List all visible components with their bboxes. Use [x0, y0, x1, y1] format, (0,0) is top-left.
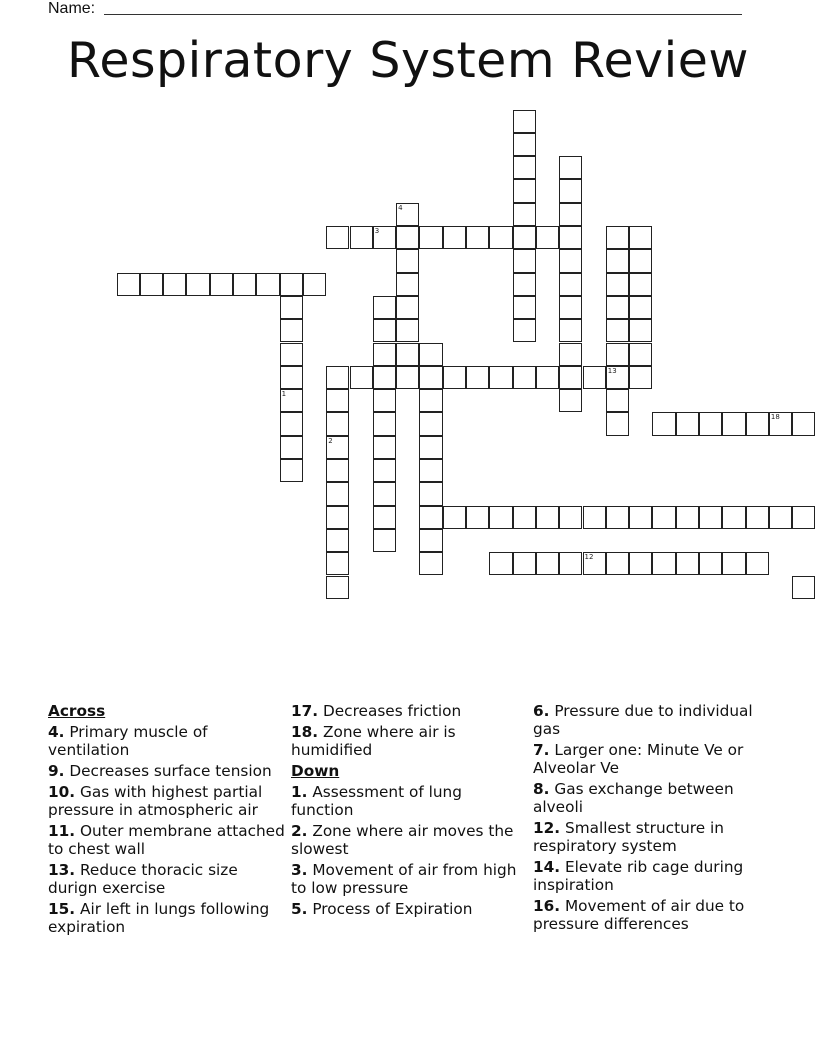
grid-cell[interactable]	[373, 506, 396, 529]
grid-cell[interactable]	[419, 482, 442, 505]
grid-cell[interactable]	[373, 459, 396, 482]
grid-cell[interactable]	[489, 552, 512, 575]
grid-cell[interactable]	[606, 343, 629, 366]
clue-across-10: 10. Gas with highest partial pressure in atmospheric air	[48, 783, 263, 819]
grid-cell[interactable]	[513, 179, 536, 202]
clue-across-4: 4. Primary muscle of ventilation	[48, 723, 208, 759]
clues-column-2	[291, 702, 529, 921]
grid-cell[interactable]	[559, 273, 582, 296]
grid-cell[interactable]	[606, 273, 629, 296]
grid-cell[interactable]	[419, 436, 442, 459]
grid-cell[interactable]	[676, 506, 699, 529]
clue-down-5: 5. Process of Expiration	[291, 900, 473, 918]
grid-cell[interactable]	[396, 319, 419, 342]
grid-cell[interactable]	[769, 412, 792, 435]
clue-down-2: 2. Zone where air moves the slowest	[291, 822, 514, 858]
grid-cell[interactable]	[559, 179, 582, 202]
grid-cell[interactable]	[559, 203, 582, 226]
grid-cell[interactable]	[326, 459, 349, 482]
grid-cell[interactable]	[513, 319, 536, 342]
grid-cell[interactable]	[280, 273, 303, 296]
grid-cell[interactable]	[396, 203, 419, 226]
grid-cell[interactable]	[489, 366, 512, 389]
grid-cell[interactable]	[280, 389, 303, 412]
grid-cell[interactable]	[536, 366, 559, 389]
grid-cell[interactable]	[373, 412, 396, 435]
clues-column-3	[533, 702, 771, 936]
grid-cell[interactable]	[792, 576, 815, 599]
grid-cell[interactable]	[326, 482, 349, 505]
grid-cell[interactable]	[373, 389, 396, 412]
grid-cell[interactable]	[326, 366, 349, 389]
across-heading: Across	[48, 702, 106, 720]
grid-cell[interactable]	[163, 273, 186, 296]
clue-across-13: 13. Reduce thoracic size durign exercise	[48, 861, 238, 897]
grid-cell[interactable]	[466, 366, 489, 389]
grid-cell[interactable]	[443, 506, 466, 529]
clue-down-16: 16. Movement of air due to pressure differences	[533, 897, 745, 933]
grid-cell[interactable]	[722, 412, 745, 435]
grid-cell[interactable]	[606, 319, 629, 342]
grid-cell[interactable]	[629, 273, 652, 296]
grid-cell[interactable]	[326, 529, 349, 552]
grid-cell[interactable]	[583, 366, 606, 389]
grid-cell[interactable]	[559, 249, 582, 272]
grid-cell[interactable]	[513, 226, 536, 249]
clue-down-12: 12. Smallest structure in respiratory system	[533, 819, 724, 855]
grid-cell[interactable]	[606, 226, 629, 249]
grid-cell[interactable]	[373, 343, 396, 366]
grid-cell[interactable]	[746, 552, 769, 575]
clue-number: 1	[281, 390, 287, 399]
grid-cell[interactable]	[373, 436, 396, 459]
grid-cell[interactable]	[513, 133, 536, 156]
grid-cell[interactable]	[629, 249, 652, 272]
clue-down-3: 3. Movement of air from high to low pressure	[291, 861, 517, 897]
grid-cell[interactable]	[606, 296, 629, 319]
grid-cell[interactable]	[419, 389, 442, 412]
grid-cell[interactable]	[466, 226, 489, 249]
clue-across-9: 9. Decreases surface tension	[48, 762, 272, 780]
clue-down-6: 6. Pressure due to individual gas	[533, 702, 753, 738]
grid-cell[interactable]	[513, 110, 536, 133]
grid-cell[interactable]	[513, 366, 536, 389]
grid-cell[interactable]	[326, 436, 349, 459]
grid-cell[interactable]	[606, 506, 629, 529]
grid-cell[interactable]	[326, 389, 349, 412]
grid-cell[interactable]	[489, 506, 512, 529]
grid-cell[interactable]	[256, 273, 279, 296]
grid-cell[interactable]	[419, 506, 442, 529]
grid-cell[interactable]	[419, 459, 442, 482]
grid-cell[interactable]	[210, 273, 233, 296]
grid-cell[interactable]	[559, 226, 582, 249]
grid-cell[interactable]	[606, 412, 629, 435]
grid-cell[interactable]	[419, 552, 442, 575]
clue-number: 2	[328, 436, 333, 445]
grid-cell[interactable]	[513, 249, 536, 272]
clue-across-15: 15. Air left in lungs following expiration	[48, 900, 270, 936]
page-title: Respiratory System Review	[67, 32, 749, 89]
grid-cell[interactable]	[489, 226, 512, 249]
grid-cell[interactable]	[280, 296, 303, 319]
grid-cell[interactable]	[536, 552, 559, 575]
grid-cell[interactable]	[140, 273, 163, 296]
clue-down-14: 14. Elevate rib cage during inspiration	[533, 858, 744, 894]
grid-cell[interactable]	[396, 296, 419, 319]
clue-across-17: 17. Decreases friction	[291, 702, 462, 720]
grid-cell[interactable]	[373, 226, 396, 249]
clue-number: 4	[398, 203, 403, 212]
grid-cell[interactable]	[280, 436, 303, 459]
grid-cell[interactable]	[280, 412, 303, 435]
grid-cell[interactable]	[559, 343, 582, 366]
clue-across-18: 18. Zone where air is humidified	[291, 723, 456, 759]
grid-cell[interactable]	[792, 412, 815, 435]
grid-cell[interactable]	[303, 273, 326, 296]
clues-column-1	[48, 702, 286, 939]
grid-cell[interactable]	[326, 226, 349, 249]
grid-cell[interactable]	[722, 552, 745, 575]
grid-cell[interactable]	[606, 389, 629, 412]
grid-cell[interactable]	[373, 319, 396, 342]
clue-number: 18	[770, 413, 780, 422]
grid-cell[interactable]	[606, 366, 629, 389]
grid-cell[interactable]	[419, 226, 442, 249]
grid-cell[interactable]	[350, 366, 373, 389]
grid-cell[interactable]	[559, 319, 582, 342]
grid-cell[interactable]	[396, 249, 419, 272]
grid-cell[interactable]	[559, 156, 582, 179]
grid-cell[interactable]	[629, 226, 652, 249]
grid-cell[interactable]	[676, 552, 699, 575]
clue-across-11: 11. Outer membrane attached to chest wall	[48, 822, 285, 858]
grid-cell[interactable]	[326, 552, 349, 575]
grid-cell[interactable]	[396, 366, 419, 389]
grid-cell[interactable]	[536, 506, 559, 529]
grid-cell[interactable]	[559, 506, 582, 529]
grid-cell[interactable]	[419, 529, 442, 552]
grid-cell[interactable]	[443, 366, 466, 389]
grid-cell[interactable]	[326, 576, 349, 599]
grid-cell[interactable]	[396, 273, 419, 296]
grid-cell[interactable]	[373, 296, 396, 319]
grid-cell[interactable]	[629, 319, 652, 342]
name-label: Name:	[48, 0, 96, 17]
grid-cell[interactable]	[606, 552, 629, 575]
grid-cell[interactable]	[280, 343, 303, 366]
grid-cell[interactable]	[652, 552, 675, 575]
grid-cell[interactable]	[513, 156, 536, 179]
grid-cell[interactable]	[629, 506, 652, 529]
grid-cell[interactable]	[559, 389, 582, 412]
grid-cell[interactable]	[769, 506, 792, 529]
grid-cell[interactable]	[699, 412, 722, 435]
clue-down-8: 8. Gas exchange between alveoli	[533, 780, 734, 816]
grid-cell[interactable]	[513, 296, 536, 319]
grid-cell[interactable]	[513, 506, 536, 529]
clue-down-7: 7. Larger one: Minute Ve or Alveolar Ve	[533, 741, 744, 777]
grid-cell[interactable]	[536, 226, 559, 249]
grid-cell[interactable]	[280, 459, 303, 482]
grid-cell[interactable]	[373, 529, 396, 552]
grid-cell[interactable]	[559, 296, 582, 319]
grid-cell[interactable]	[350, 226, 373, 249]
grid-cell[interactable]	[606, 249, 629, 272]
grid-cell[interactable]	[466, 506, 489, 529]
grid-cell[interactable]	[722, 506, 745, 529]
grid-cell[interactable]	[676, 412, 699, 435]
grid-cell[interactable]	[326, 506, 349, 529]
grid-cell[interactable]	[513, 552, 536, 575]
grid-cell[interactable]	[443, 226, 466, 249]
grid-cell[interactable]	[652, 506, 675, 529]
grid-cell[interactable]	[629, 366, 652, 389]
grid-cell[interactable]	[559, 366, 582, 389]
grid-cell[interactable]	[629, 552, 652, 575]
grid-cell[interactable]	[419, 366, 442, 389]
grid-cell[interactable]	[746, 506, 769, 529]
clue-down-1: 1. Assessment of lung function	[291, 783, 462, 819]
grid-cell[interactable]	[559, 552, 582, 575]
grid-cell[interactable]	[373, 482, 396, 505]
grid-cell[interactable]	[629, 296, 652, 319]
grid-cell[interactable]	[746, 412, 769, 435]
grid-cell[interactable]	[280, 366, 303, 389]
grid-cell[interactable]	[233, 273, 256, 296]
grid-cell[interactable]	[396, 343, 419, 366]
grid-cell[interactable]	[373, 366, 396, 389]
down-heading: Down	[291, 762, 340, 780]
grid-cell[interactable]	[583, 506, 606, 529]
grid-cell[interactable]	[652, 412, 675, 435]
clue-number: 3	[374, 227, 380, 235]
grid-cell[interactable]	[117, 273, 140, 296]
grid-cell[interactable]	[419, 343, 442, 366]
clue-number: 13	[607, 366, 617, 375]
grid-cell[interactable]	[513, 273, 536, 296]
grid-cell[interactable]	[396, 226, 419, 249]
grid-cell[interactable]	[513, 203, 536, 226]
grid-cell[interactable]	[629, 343, 652, 366]
grid-cell[interactable]	[699, 552, 722, 575]
grid-cell[interactable]	[583, 552, 606, 575]
grid-cell[interactable]	[699, 506, 722, 529]
grid-cell[interactable]	[792, 506, 815, 529]
grid-cell[interactable]	[326, 412, 349, 435]
grid-cell[interactable]	[419, 412, 442, 435]
clue-number: 12	[584, 553, 594, 562]
grid-cell[interactable]	[186, 273, 209, 296]
grid-cell[interactable]	[280, 319, 303, 342]
